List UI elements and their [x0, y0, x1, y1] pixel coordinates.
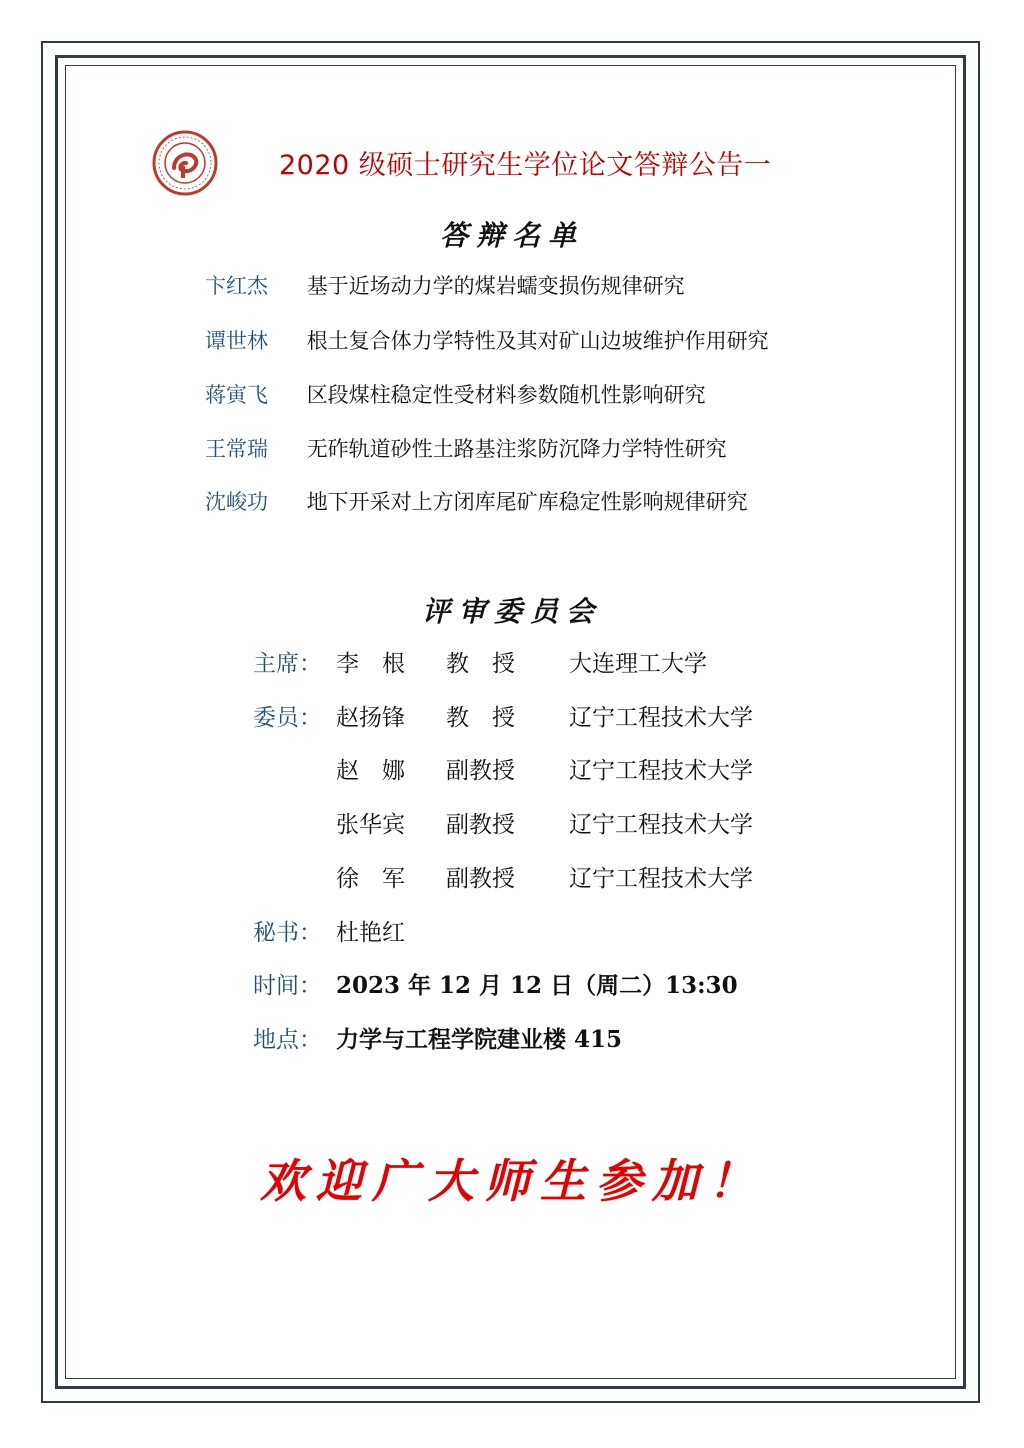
candidate-row	[205, 270, 685, 300]
member-org: 辽宁工程技术大学	[569, 866, 753, 892]
member-name: 赵扬锋	[336, 705, 405, 731]
secretary-label: 秘书：	[253, 920, 322, 946]
candidate-name: 卞红杰	[205, 274, 268, 298]
member-org: 辽宁工程技术大学	[569, 758, 753, 784]
welcome-message: 欢迎广大师生参加！	[260, 1154, 764, 1208]
candidate-topic: 无砟轨道砂性土路基注浆防沉降力学特性研究	[306, 437, 727, 461]
candidate-row	[205, 325, 769, 355]
committee-row	[253, 752, 753, 785]
member-name: 张华宾	[336, 812, 405, 838]
candidate-name: 谭世林	[205, 329, 268, 353]
committee-row	[253, 699, 753, 732]
member-rank: 副教授	[446, 866, 515, 892]
time-row	[253, 967, 738, 1000]
member-org: 大连理工大学	[569, 651, 707, 677]
place-label: 地点：	[253, 1027, 322, 1053]
committee-row	[253, 806, 753, 839]
time-label: 时间：	[253, 973, 322, 999]
candidate-row	[205, 433, 727, 463]
member-rank: 教 授	[446, 705, 515, 731]
member-name: 赵 娜	[336, 758, 405, 784]
place-row	[253, 1021, 622, 1054]
member-rank: 教 授	[446, 651, 515, 677]
place-value: 力学与工程学院建业楼 415	[336, 1026, 623, 1053]
page-title: 2020 级硕士研究生学位论文答辩公告一	[279, 150, 772, 181]
committee-heading: 评审委员会	[421, 595, 602, 628]
committee-role-label: 主席：	[253, 651, 322, 677]
candidate-topic: 根土复合体力学特性及其对矿山边坡维护作用研究	[306, 329, 769, 353]
candidate-topic: 区段煤柱稳定性受材料参数随机性影响研究	[306, 383, 706, 407]
candidates-heading: 答辩名单	[439, 219, 584, 252]
committee-row	[253, 645, 707, 678]
candidate-name: 蒋寅飞	[205, 383, 268, 407]
member-name: 李 根	[336, 651, 405, 677]
candidate-topic: 地下开采对上方闭库尾矿库稳定性影响规律研究	[306, 490, 748, 514]
candidate-row	[205, 379, 706, 409]
member-name: 徐 军	[336, 866, 405, 892]
time-value: 2023 年 12 月 12 日（周二）13:30	[336, 972, 738, 999]
member-rank: 副教授	[446, 758, 515, 784]
committee-row	[253, 860, 753, 893]
secretary-value: 杜艳红	[336, 920, 405, 946]
secretary-row	[253, 914, 405, 947]
candidate-name: 沈峻功	[205, 490, 268, 514]
committee-role-label: 委员：	[253, 705, 322, 731]
candidate-row	[205, 486, 748, 516]
candidate-name: 王常瑞	[205, 437, 268, 461]
member-org: 辽宁工程技术大学	[569, 705, 753, 731]
member-org: 辽宁工程技术大学	[569, 812, 753, 838]
university-seal-icon	[152, 130, 218, 196]
candidate-topic: 基于近场动力学的煤岩蠕变损伤规律研究	[306, 274, 685, 298]
member-rank: 副教授	[446, 812, 515, 838]
